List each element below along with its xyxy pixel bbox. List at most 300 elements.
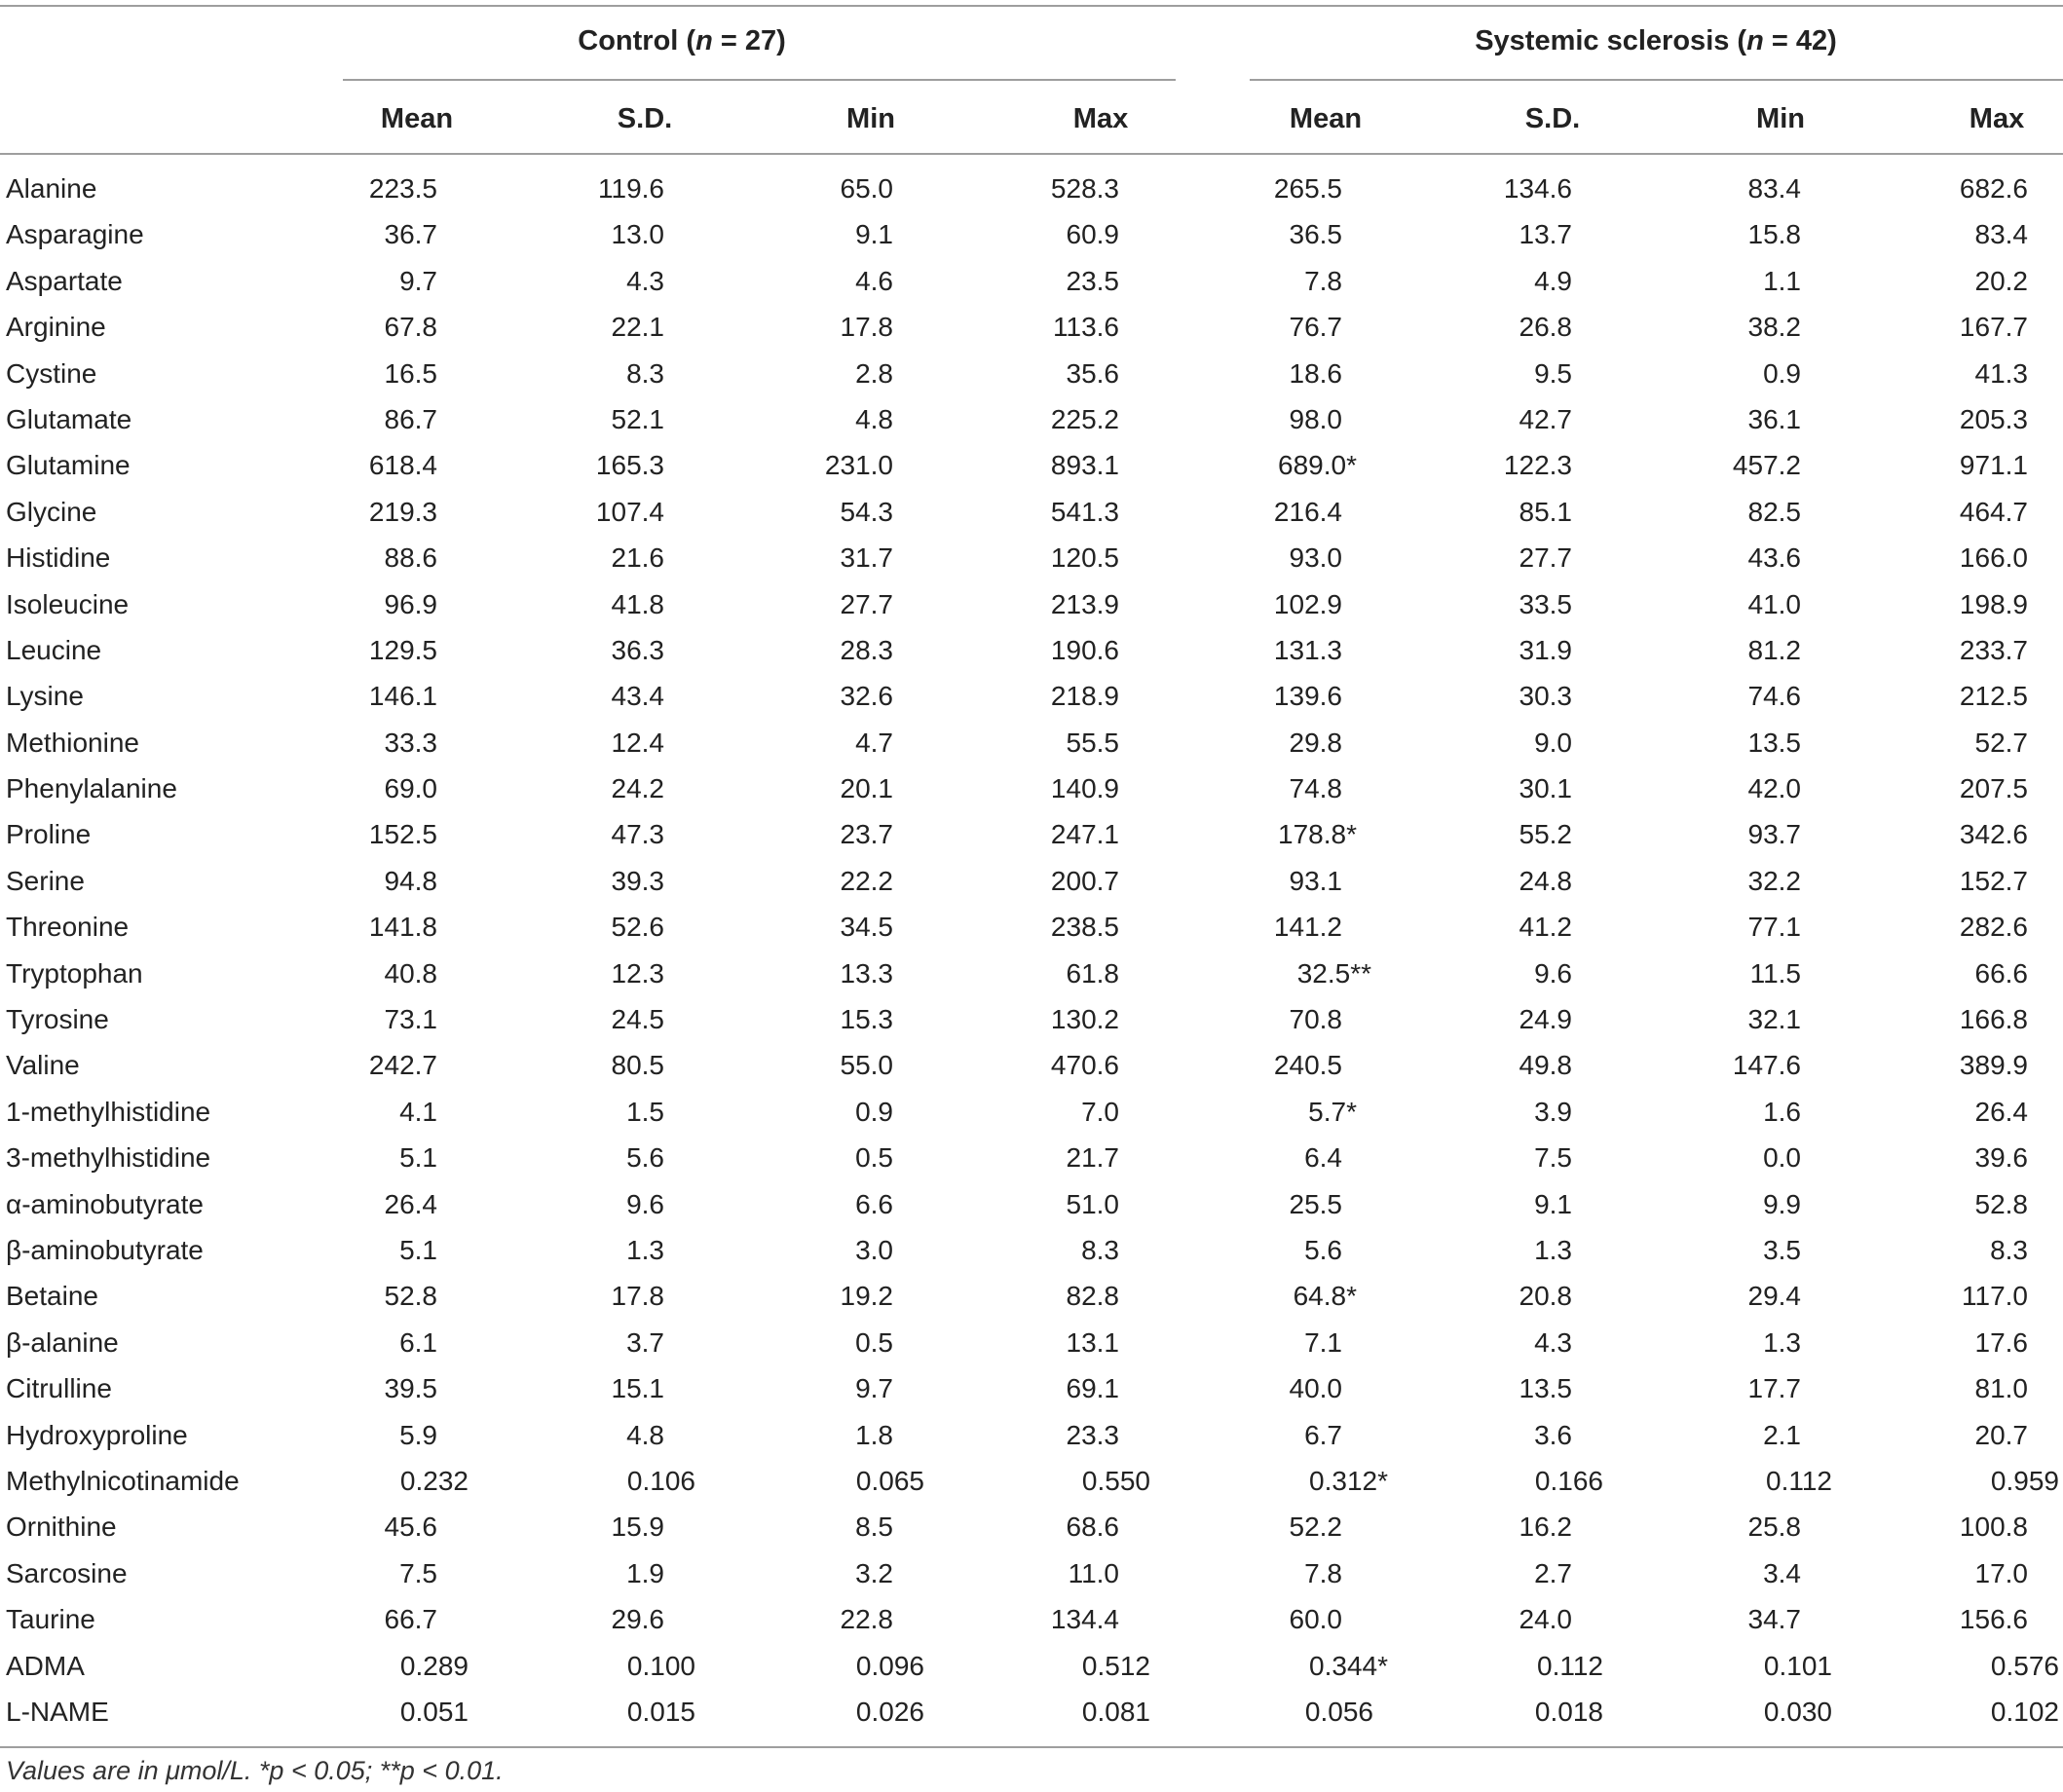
cell-control-mean: 6.1 <box>399 1326 437 1358</box>
cell-control-mean: 45.6 <box>384 1512 437 1543</box>
cell-ssc-max: 971.1 <box>1959 450 2028 481</box>
group-header-systemic-sclerosis: Systemic sclerosis (n = 42) <box>1475 25 1837 56</box>
cell-ssc-mean: 25.5 <box>1289 1188 1342 1219</box>
row-label: Phenylalanine <box>6 773 177 804</box>
column-header-ssc-max: Max <box>1969 103 2025 134</box>
cell-ssc-mean: 131.3 <box>1273 634 1342 665</box>
table-row <box>0 1643 2063 1689</box>
row-label: Betaine <box>6 1281 98 1312</box>
cell-control-min: 231.0 <box>824 450 893 481</box>
cell-ssc-mean: 60.0 <box>1289 1604 1342 1635</box>
table-row <box>0 1042 2063 1088</box>
cell-ssc-min: 25.8 <box>1747 1512 1801 1543</box>
row-label: Ornithine <box>6 1512 117 1543</box>
group-header-control: Control (n = 27) <box>578 25 786 56</box>
cell-control-max: 82.8 <box>1066 1281 1119 1312</box>
row-label: Methylnicotinamide <box>6 1465 240 1496</box>
cell-control-sd: 8.3 <box>626 357 664 389</box>
cell-ssc-min: 457.2 <box>1732 450 1801 481</box>
cell-ssc-min: 36.1 <box>1747 403 1801 434</box>
cell-ssc-max: 20.2 <box>1974 265 2028 296</box>
cell-ssc-max: 166.8 <box>1959 1004 2028 1035</box>
cell-ssc-mean: 36.5 <box>1289 219 1342 250</box>
cell-control-max: 893.1 <box>1050 450 1119 481</box>
cell-ssc-sd: 26.8 <box>1519 312 1572 343</box>
cell-control-sd: 0.100 <box>626 1650 695 1681</box>
cell-control-min: 0.5 <box>855 1326 893 1358</box>
cell-control-min: 0.065 <box>855 1465 924 1496</box>
column-header-ssc-mean: Mean <box>1289 103 1363 134</box>
cell-control-mean: 146.1 <box>368 681 437 712</box>
cell-control-sd: 29.6 <box>611 1604 664 1635</box>
cell-ssc-mean: 216.4 <box>1273 496 1342 527</box>
cell-control-min: 3.0 <box>855 1234 893 1265</box>
cell-ssc-max: 212.5 <box>1959 681 2028 712</box>
column-header-control-min: Min <box>846 103 895 134</box>
cell-control-sd: 36.3 <box>611 634 664 665</box>
cell-control-max: 68.6 <box>1066 1512 1119 1543</box>
table-row <box>0 904 2063 950</box>
cell-control-sd: 4.3 <box>626 265 664 296</box>
cell-ssc-min: 43.6 <box>1747 542 1801 574</box>
cell-ssc-sd: 27.7 <box>1519 542 1572 574</box>
cell-control-min: 9.7 <box>855 1373 893 1404</box>
row-label: Methionine <box>6 727 139 758</box>
group-rule-systemic-sclerosis <box>1250 79 2063 81</box>
cell-control-max: 528.3 <box>1050 173 1119 204</box>
cell-ssc-mean: 7.8 <box>1304 1557 1342 1588</box>
cell-control-sd: 39.3 <box>611 865 664 896</box>
cell-control-mean: 36.7 <box>384 219 437 250</box>
cell-control-max: 225.2 <box>1050 403 1119 434</box>
cell-control-min: 4.6 <box>855 265 893 296</box>
cell-ssc-max: 17.6 <box>1974 1326 2028 1358</box>
cell-control-mean: 223.5 <box>368 173 437 204</box>
cell-ssc-max: 389.9 <box>1959 1050 2028 1081</box>
cell-ssc-min: 13.5 <box>1747 727 1801 758</box>
cell-ssc-max: 342.6 <box>1959 819 2028 850</box>
column-header-control-max: Max <box>1072 103 1129 134</box>
cell-control-mean: 67.8 <box>384 312 437 343</box>
cell-control-min: 32.6 <box>840 681 893 712</box>
cell-control-mean: 0.051 <box>399 1696 469 1727</box>
cell-ssc-sd: 7.5 <box>1534 1142 1572 1174</box>
cell-ssc-min: 93.7 <box>1747 819 1801 850</box>
cell-control-max: 51.0 <box>1066 1188 1119 1219</box>
cell-ssc-max: 52.7 <box>1974 727 2028 758</box>
cell-ssc-mean: 5.7* <box>1308 1096 1357 1127</box>
cell-ssc-sd: 4.9 <box>1534 265 1572 296</box>
cell-control-max: 120.5 <box>1050 542 1119 574</box>
row-label: Sarcosine <box>6 1557 128 1588</box>
cell-control-mean: 52.8 <box>384 1281 437 1312</box>
cell-ssc-sd: 41.2 <box>1519 912 1572 943</box>
cell-control-mean: 33.3 <box>384 727 437 758</box>
cell-control-mean: 96.9 <box>384 588 437 619</box>
cell-control-mean: 129.5 <box>368 634 437 665</box>
cell-control-min: 31.7 <box>840 542 893 574</box>
cell-ssc-min: 83.4 <box>1747 173 1801 204</box>
table-body <box>0 166 2063 1735</box>
cell-control-mean: 86.7 <box>384 403 437 434</box>
cell-control-sd: 13.0 <box>611 219 664 250</box>
cell-control-mean: 69.0 <box>384 773 437 804</box>
header-rule <box>0 153 2063 155</box>
row-label: L-NAME <box>6 1696 109 1727</box>
cell-ssc-mean: 178.8* <box>1278 819 1357 850</box>
table-row <box>0 442 2063 488</box>
cell-ssc-min: 29.4 <box>1747 1281 1801 1312</box>
cell-control-sd: 43.4 <box>611 681 664 712</box>
cell-control-sd: 1.9 <box>626 1557 664 1588</box>
cell-control-sd: 3.7 <box>626 1326 664 1358</box>
cell-control-max: 69.1 <box>1066 1373 1119 1404</box>
cell-ssc-sd: 4.3 <box>1534 1326 1572 1358</box>
row-label: Histidine <box>6 542 111 574</box>
cell-control-mean: 219.3 <box>368 496 437 527</box>
cell-ssc-mean: 64.8* <box>1293 1281 1357 1312</box>
row-label: Serine <box>6 865 85 896</box>
cell-ssc-sd: 30.1 <box>1519 773 1572 804</box>
cell-ssc-sd: 55.2 <box>1519 819 1572 850</box>
cell-control-mean: 152.5 <box>368 819 437 850</box>
cell-ssc-mean: 689.0* <box>1278 450 1357 481</box>
table-row <box>0 627 2063 673</box>
cell-ssc-max: 682.6 <box>1959 173 2028 204</box>
table-row <box>0 581 2063 627</box>
cell-ssc-max: 8.3 <box>1990 1234 2028 1265</box>
cell-ssc-max: 81.0 <box>1974 1373 2028 1404</box>
cell-ssc-sd: 122.3 <box>1503 450 1572 481</box>
row-label: Lysine <box>6 681 84 712</box>
cell-control-min: 65.0 <box>840 173 893 204</box>
row-label: Asparagine <box>6 219 144 250</box>
cell-control-max: 541.3 <box>1050 496 1119 527</box>
cell-control-mean: 73.1 <box>384 1004 437 1035</box>
cell-control-min: 6.6 <box>855 1188 893 1219</box>
cell-control-max: 470.6 <box>1050 1050 1119 1081</box>
row-label: α-aminobutyrate <box>6 1188 204 1219</box>
row-label: Proline <box>6 819 92 850</box>
cell-control-mean: 5.1 <box>399 1234 437 1265</box>
cell-ssc-mean: 98.0 <box>1289 403 1342 434</box>
table-row <box>0 396 2063 442</box>
row-label: Alanine <box>6 173 97 204</box>
cell-control-max: 23.3 <box>1066 1419 1119 1450</box>
cell-control-max: 134.4 <box>1050 1604 1119 1635</box>
cell-ssc-min: 17.7 <box>1747 1373 1801 1404</box>
cell-control-min: 23.7 <box>840 819 893 850</box>
cell-ssc-max: 282.6 <box>1959 912 2028 943</box>
table-row <box>0 1089 2063 1135</box>
row-label: Glutamine <box>6 450 131 481</box>
cell-ssc-max: 0.959 <box>1990 1465 2059 1496</box>
cell-ssc-mean: 29.8 <box>1289 727 1342 758</box>
column-header-ssc-min: Min <box>1756 103 1805 134</box>
table-row <box>0 258 2063 304</box>
cell-ssc-min: 9.9 <box>1763 1188 1801 1219</box>
cell-control-min: 9.1 <box>855 219 893 250</box>
cell-ssc-max: 464.7 <box>1959 496 2028 527</box>
cell-control-mean: 618.4 <box>368 450 437 481</box>
column-header-control-sd: S.D. <box>617 103 673 134</box>
cell-ssc-max: 205.3 <box>1959 403 2028 434</box>
cell-ssc-sd: 9.6 <box>1534 957 1572 989</box>
cell-ssc-min: 74.6 <box>1747 681 1801 712</box>
cell-ssc-max: 166.0 <box>1959 542 2028 574</box>
cell-ssc-sd: 42.7 <box>1519 403 1572 434</box>
cell-control-sd: 165.3 <box>595 450 664 481</box>
cell-control-max: 11.0 <box>1068 1557 1119 1588</box>
cell-control-sd: 0.106 <box>626 1465 695 1496</box>
cell-ssc-min: 42.0 <box>1747 773 1801 804</box>
table-row <box>0 951 2063 996</box>
row-label: Threonine <box>6 912 130 943</box>
cell-ssc-mean: 52.2 <box>1289 1512 1342 1543</box>
cell-ssc-min: 77.1 <box>1747 912 1801 943</box>
cell-control-sd: 1.5 <box>626 1096 664 1127</box>
cell-ssc-sd: 0.166 <box>1534 1465 1603 1496</box>
cell-control-sd: 47.3 <box>611 819 664 850</box>
table-top-rule <box>0 5 2063 7</box>
cell-control-min: 22.2 <box>840 865 893 896</box>
cell-control-min: 27.7 <box>840 588 893 619</box>
table-row <box>0 1596 2063 1642</box>
cell-control-mean: 0.232 <box>399 1465 469 1496</box>
cell-control-min: 4.8 <box>855 403 893 434</box>
cell-ssc-max: 156.6 <box>1959 1604 2028 1635</box>
cell-ssc-mean: 141.2 <box>1273 912 1342 943</box>
cell-control-sd: 22.1 <box>611 312 664 343</box>
cell-ssc-mean: 6.7 <box>1304 1419 1342 1450</box>
group-rule-control <box>343 79 1176 81</box>
cell-ssc-max: 26.4 <box>1974 1096 2028 1127</box>
cell-control-max: 61.8 <box>1066 957 1119 989</box>
cell-ssc-min: 82.5 <box>1747 496 1801 527</box>
cell-ssc-mean: 102.9 <box>1273 588 1342 619</box>
cell-ssc-min: 81.2 <box>1747 634 1801 665</box>
cell-ssc-sd: 24.8 <box>1519 865 1572 896</box>
row-label: β-alanine <box>6 1326 119 1358</box>
cell-ssc-min: 34.7 <box>1747 1604 1801 1635</box>
cell-control-sd: 4.8 <box>626 1419 664 1450</box>
cell-ssc-mean: 93.1 <box>1289 865 1342 896</box>
cell-control-sd: 21.6 <box>611 542 664 574</box>
cell-ssc-mean: 0.344* <box>1309 1650 1388 1681</box>
cell-ssc-sd: 0.018 <box>1534 1696 1603 1727</box>
cell-control-sd: 119.6 <box>598 173 664 204</box>
table-row <box>0 673 2063 719</box>
cell-control-sd: 24.2 <box>611 773 664 804</box>
cell-control-max: 238.5 <box>1050 912 1119 943</box>
cell-control-min: 0.026 <box>855 1696 924 1727</box>
cell-ssc-mean: 0.056 <box>1304 1696 1373 1727</box>
cell-ssc-sd: 24.0 <box>1519 1604 1572 1635</box>
cell-ssc-max: 233.7 <box>1959 634 2028 665</box>
row-label: Glycine <box>6 496 97 527</box>
cell-ssc-mean: 7.8 <box>1304 265 1342 296</box>
row-label: Arginine <box>6 312 106 343</box>
row-label: 3-methylhistidine <box>6 1142 211 1174</box>
cell-ssc-sd: 2.7 <box>1534 1557 1572 1588</box>
cell-ssc-min: 3.4 <box>1763 1557 1801 1588</box>
cell-control-min: 28.3 <box>840 634 893 665</box>
table-bottom-rule <box>0 1746 2063 1748</box>
cell-ssc-mean: 139.6 <box>1273 681 1342 712</box>
cell-control-max: 13.1 <box>1066 1326 1119 1358</box>
cell-ssc-sd: 3.9 <box>1534 1096 1572 1127</box>
table-row <box>0 765 2063 811</box>
cell-ssc-mean: 70.8 <box>1289 1004 1342 1035</box>
cell-control-min: 1.8 <box>855 1419 893 1450</box>
cell-ssc-min: 1.1 <box>1763 265 1801 296</box>
cell-control-sd: 1.3 <box>626 1234 664 1265</box>
cell-ssc-sd: 0.112 <box>1537 1650 1603 1681</box>
cell-control-min: 22.8 <box>840 1604 893 1635</box>
row-label: Cystine <box>6 357 97 389</box>
table-row <box>0 996 2063 1042</box>
cell-ssc-sd: 9.5 <box>1534 357 1572 389</box>
row-label: Citrulline <box>6 1373 112 1404</box>
cell-ssc-mean: 40.0 <box>1289 1373 1342 1404</box>
cell-ssc-min: 3.5 <box>1763 1234 1801 1265</box>
cell-ssc-sd: 33.5 <box>1519 588 1572 619</box>
cell-ssc-mean: 5.6 <box>1304 1234 1342 1265</box>
cell-ssc-max: 20.7 <box>1974 1419 2028 1450</box>
cell-ssc-min: 1.6 <box>1763 1096 1801 1127</box>
cell-ssc-mean: 76.7 <box>1289 312 1342 343</box>
row-label: Taurine <box>6 1604 95 1635</box>
cell-control-sd: 12.3 <box>611 957 664 989</box>
cell-control-mean: 5.1 <box>399 1142 437 1174</box>
cell-control-max: 200.7 <box>1050 865 1119 896</box>
cell-ssc-sd: 20.8 <box>1519 1281 1572 1312</box>
cell-ssc-mean: 93.0 <box>1289 542 1342 574</box>
cell-ssc-min: 0.0 <box>1763 1142 1801 1174</box>
table-row <box>0 1550 2063 1596</box>
cell-ssc-min: 38.2 <box>1747 312 1801 343</box>
cell-control-sd: 17.8 <box>611 1281 664 1312</box>
cell-control-max: 190.6 <box>1050 634 1119 665</box>
cell-control-sd: 5.6 <box>626 1142 664 1174</box>
cell-control-max: 55.5 <box>1066 727 1119 758</box>
cell-ssc-max: 66.6 <box>1974 957 2028 989</box>
cell-control-sd: 15.1 <box>611 1373 664 1404</box>
cell-ssc-sd: 31.9 <box>1519 634 1572 665</box>
cell-ssc-mean: 6.4 <box>1304 1142 1342 1174</box>
cell-ssc-max: 83.4 <box>1974 219 2028 250</box>
table-row <box>0 351 2063 396</box>
table-row <box>0 535 2063 580</box>
cell-ssc-sd: 134.6 <box>1503 173 1572 204</box>
cell-ssc-max: 0.102 <box>1990 1696 2059 1727</box>
cell-ssc-max: 17.0 <box>1974 1557 2028 1588</box>
cell-ssc-max: 52.8 <box>1974 1188 2028 1219</box>
column-header-ssc-sd: S.D. <box>1524 103 1581 134</box>
cell-control-max: 7.0 <box>1081 1096 1119 1127</box>
cell-ssc-min: 0.030 <box>1763 1696 1832 1727</box>
row-label: 1-methylhistidine <box>6 1096 211 1127</box>
table-row <box>0 1412 2063 1458</box>
cell-ssc-min: 11.5 <box>1749 957 1801 989</box>
cell-ssc-sd: 85.1 <box>1519 496 1572 527</box>
cell-ssc-max: 198.9 <box>1959 588 2028 619</box>
table-row <box>0 1689 2063 1735</box>
row-label: Leucine <box>6 634 102 665</box>
table-row <box>0 1320 2063 1365</box>
cell-control-min: 8.5 <box>855 1512 893 1543</box>
cell-ssc-min: 147.6 <box>1732 1050 1801 1081</box>
cell-ssc-min: 0.101 <box>1763 1650 1832 1681</box>
cell-control-max: 247.1 <box>1050 819 1119 850</box>
table-row <box>0 1273 2063 1319</box>
cell-ssc-mean: 265.5 <box>1273 173 1342 204</box>
row-label: ADMA <box>6 1650 85 1681</box>
row-label: Isoleucine <box>6 588 130 619</box>
cell-control-sd: 80.5 <box>611 1050 664 1081</box>
cell-ssc-min: 32.2 <box>1747 865 1801 896</box>
cell-control-min: 15.3 <box>840 1004 893 1035</box>
cell-control-max: 23.5 <box>1066 265 1119 296</box>
cell-control-mean: 39.5 <box>384 1373 437 1404</box>
cell-ssc-min: 2.1 <box>1763 1419 1801 1450</box>
row-label: Tryptophan <box>6 957 143 989</box>
cell-control-max: 35.6 <box>1066 357 1119 389</box>
cell-ssc-max: 117.0 <box>1962 1281 2028 1312</box>
cell-ssc-max: 207.5 <box>1959 773 2028 804</box>
cell-ssc-sd: 1.3 <box>1534 1234 1572 1265</box>
cell-control-max: 21.7 <box>1066 1142 1119 1174</box>
cell-control-sd: 0.015 <box>626 1696 695 1727</box>
cell-control-min: 4.7 <box>855 727 893 758</box>
row-label: Hydroxyproline <box>6 1419 188 1450</box>
cell-ssc-sd: 13.5 <box>1519 1373 1572 1404</box>
cell-ssc-min: 32.1 <box>1747 1004 1801 1035</box>
cell-control-max: 60.9 <box>1066 219 1119 250</box>
cell-control-mean: 16.5 <box>384 357 437 389</box>
cell-control-sd: 52.6 <box>611 912 664 943</box>
cell-control-max: 130.2 <box>1050 1004 1119 1035</box>
cell-control-mean: 141.8 <box>368 912 437 943</box>
table-row <box>0 858 2063 904</box>
cell-ssc-sd: 13.7 <box>1519 219 1572 250</box>
table-row <box>0 1365 2063 1411</box>
cell-ssc-mean: 7.1 <box>1304 1326 1342 1358</box>
table-row <box>0 1458 2063 1504</box>
table-row <box>0 211 2063 257</box>
cell-ssc-sd: 49.8 <box>1519 1050 1572 1081</box>
table-row <box>0 811 2063 857</box>
table-row <box>0 166 2063 211</box>
cell-control-min: 13.3 <box>840 957 893 989</box>
row-label: Tyrosine <box>6 1004 109 1035</box>
cell-control-min: 0.5 <box>855 1142 893 1174</box>
cell-ssc-max: 41.3 <box>1974 357 2028 389</box>
cell-control-sd: 52.1 <box>611 403 664 434</box>
cell-control-min: 0.9 <box>855 1096 893 1127</box>
cell-control-mean: 5.9 <box>399 1419 437 1450</box>
cell-control-min: 0.096 <box>855 1650 924 1681</box>
cell-ssc-max: 167.7 <box>1959 312 2028 343</box>
row-label: Glutamate <box>6 403 132 434</box>
cell-ssc-min: 0.112 <box>1766 1465 1832 1496</box>
cell-control-max: 213.9 <box>1050 588 1119 619</box>
table-row <box>0 1181 2063 1227</box>
cell-control-max: 218.9 <box>1050 681 1119 712</box>
cell-ssc-mean: 0.312* <box>1309 1465 1388 1496</box>
table-footnote: Values are in μmol/L. *p < 0.05; **p < 0.01. <box>6 1756 504 1785</box>
cell-ssc-sd: 3.6 <box>1534 1419 1572 1450</box>
